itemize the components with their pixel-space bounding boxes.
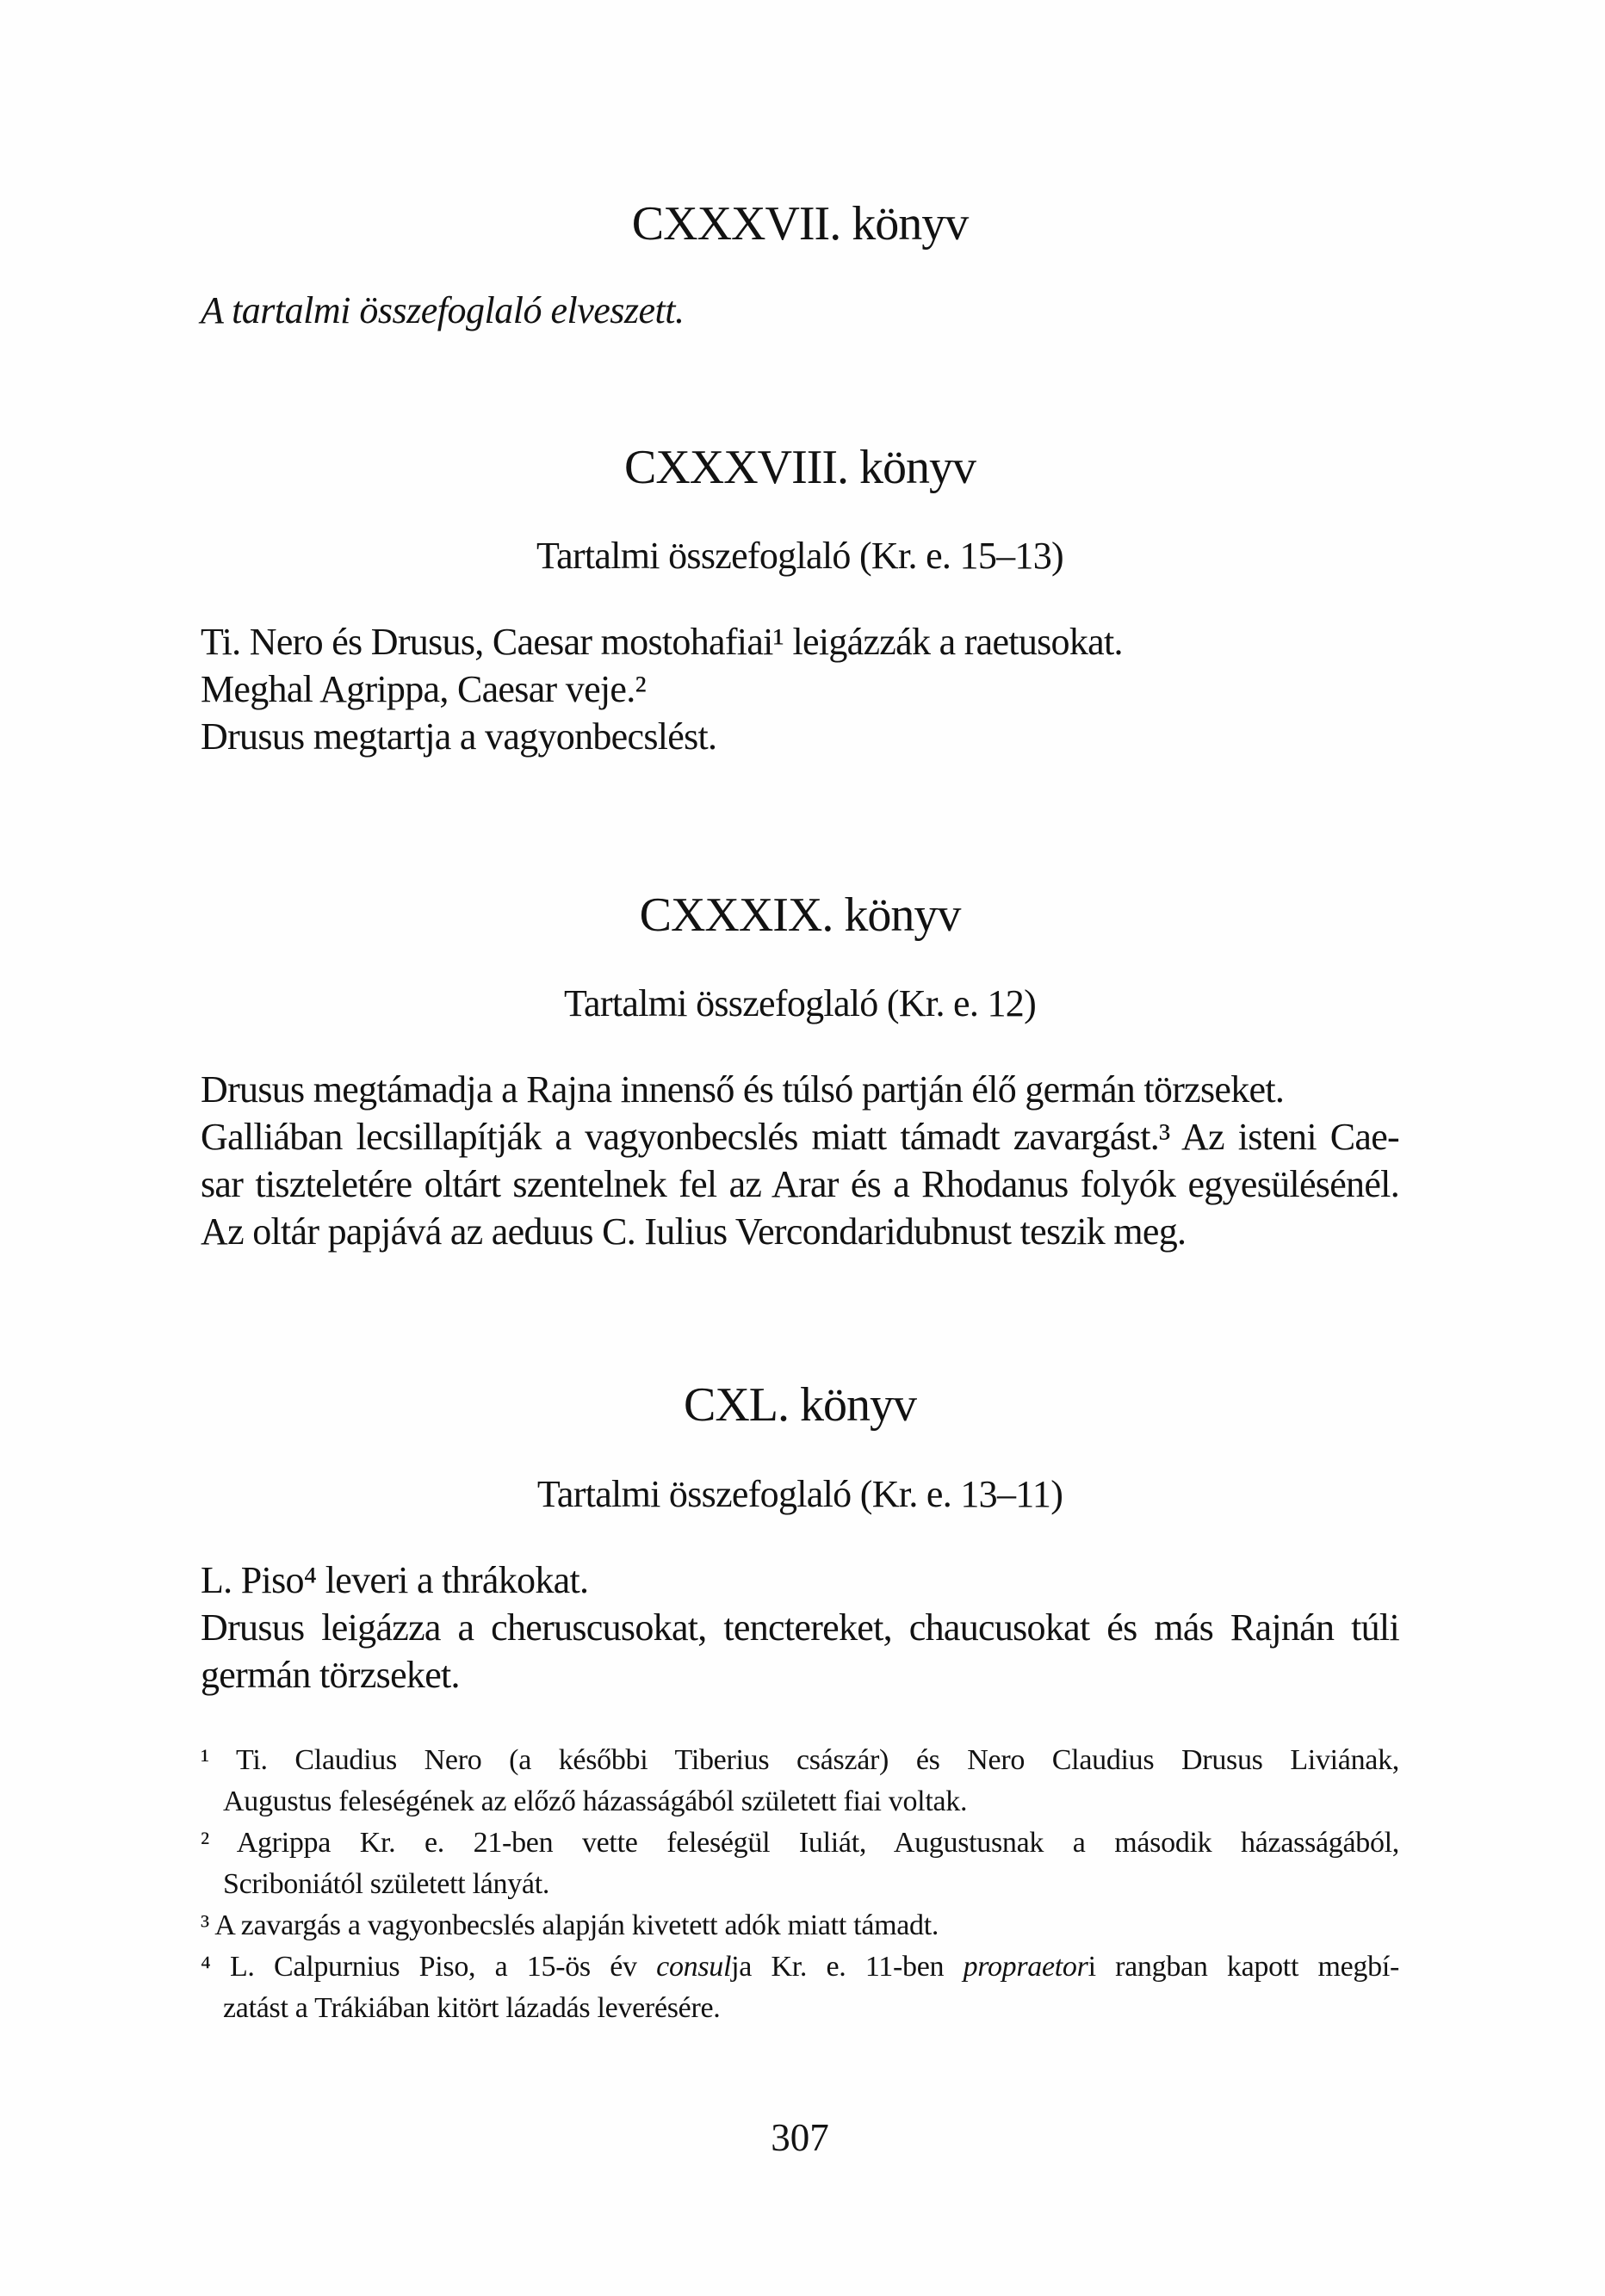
footnote-text: A zavargás a vagyonbecslés alapján kivetett adók miatt támadt. bbox=[214, 1909, 939, 1941]
footnote-line bbox=[201, 1823, 1399, 1864]
summary-subtitle-cxxxix: Tartalmi összefoglaló (Kr. e. 12) bbox=[563, 982, 1037, 1024]
footnote-text: Agrippa Kr. e. 21-ben vette feleségül Iuliát, Augustusnak a második házasságából, bbox=[236, 1827, 1400, 1859]
footnote-4 bbox=[201, 1946, 1399, 2029]
summary-line: Drusus megtartja a vagyonbecslést. bbox=[201, 715, 717, 758]
footnote-3 bbox=[201, 1905, 1399, 1946]
footnote-line bbox=[201, 1946, 1399, 1988]
summary-line: Galliában lecsillapítják a vagyonbecslés miatt támadt zavargást.³ Az isteni Cae- bbox=[201, 1116, 1399, 1158]
page-number: 307 bbox=[771, 2116, 829, 2159]
footnote-line bbox=[201, 1905, 1399, 1946]
footnote-2 bbox=[201, 1823, 1399, 1905]
footnote-marker: ³ bbox=[201, 1909, 209, 1941]
summary-line: Drusus megtámadja a Rajna innenső és túlsó partján élő germán törzseket. bbox=[201, 1068, 1285, 1111]
footnote-text: L. Calpurnius Piso, a 15-ös év bbox=[229, 1951, 657, 1983]
footnote-line: Augustus feleségének az előző házasságából született fiai voltak. bbox=[223, 1785, 968, 1817]
book-title-cxxxviii: CXXXVIII. könyv bbox=[623, 441, 976, 494]
summary-line: Az oltár papjává az aeduus C. Iulius Vercondaridubnust teszik meg. bbox=[201, 1210, 1187, 1253]
footnote-line: Scriboniától született lányát. bbox=[223, 1868, 550, 1900]
lost-summary-note: A tartalmi összefoglaló elveszett. bbox=[201, 289, 685, 331]
book-title-cxxxix: CXXXIX. könyv bbox=[639, 888, 961, 942]
footnote-text-italic: propraetor bbox=[963, 1951, 1088, 1983]
footnote-text-italic: consul bbox=[656, 1951, 732, 1983]
summary-line: Ti. Nero és Drusus, Caesar mostohafiai¹ leigázzák a raetusokat. bbox=[201, 621, 1123, 663]
footnote-1 bbox=[201, 1740, 1399, 1823]
footnote-marker: ⁴ bbox=[201, 1951, 211, 1983]
footnote-line: zatást a Trákiában kitört lázadás leverésére. bbox=[223, 1992, 721, 2024]
book-title-cxl: CXL. könyv bbox=[684, 1378, 916, 1432]
summary-body-cxxxix bbox=[201, 1066, 1399, 1255]
summary-line: Meghal Agrippa, Caesar veje.² bbox=[201, 668, 647, 710]
summary-body-cxxxviii bbox=[201, 618, 1399, 760]
summary-subtitle-cxxxviii: Tartalmi összefoglaló (Kr. e. 15–13) bbox=[536, 535, 1063, 577]
footnote-marker: ¹ bbox=[201, 1744, 209, 1776]
book-title-cxxxvii: CXXXVII. könyv bbox=[631, 197, 969, 251]
summary-line: germán törzseket. bbox=[201, 1654, 460, 1696]
summary-line: Drusus leigázza a cheruscusokat, tenctereket, chaucusokat és más Rajnán túli bbox=[201, 1606, 1399, 1649]
footnotes bbox=[201, 1740, 1399, 2029]
footnote-text: i rangban kapott megbí- bbox=[1088, 1951, 1400, 1983]
footnote-marker: ² bbox=[201, 1827, 209, 1859]
summary-body-cxl bbox=[201, 1556, 1399, 1699]
footnote-text: Ti. Claudius Nero (a későbbi Tiberius császár) és Nero Claudius Drusus Liviának, bbox=[236, 1744, 1399, 1776]
summary-line: sar tiszteletére oltárt szentelnek fel az Arar és a Rhodanus folyók egyesülésénél. bbox=[201, 1163, 1399, 1205]
footnote-text: ja Kr. e. 11-ben bbox=[731, 1951, 964, 1983]
summary-subtitle-cxl: Tartalmi összefoglaló (Kr. e. 13–11) bbox=[536, 1473, 1063, 1515]
footnote-line bbox=[201, 1740, 1399, 1781]
summary-line: L. Piso⁴ leveri a thrákokat. bbox=[201, 1559, 589, 1601]
